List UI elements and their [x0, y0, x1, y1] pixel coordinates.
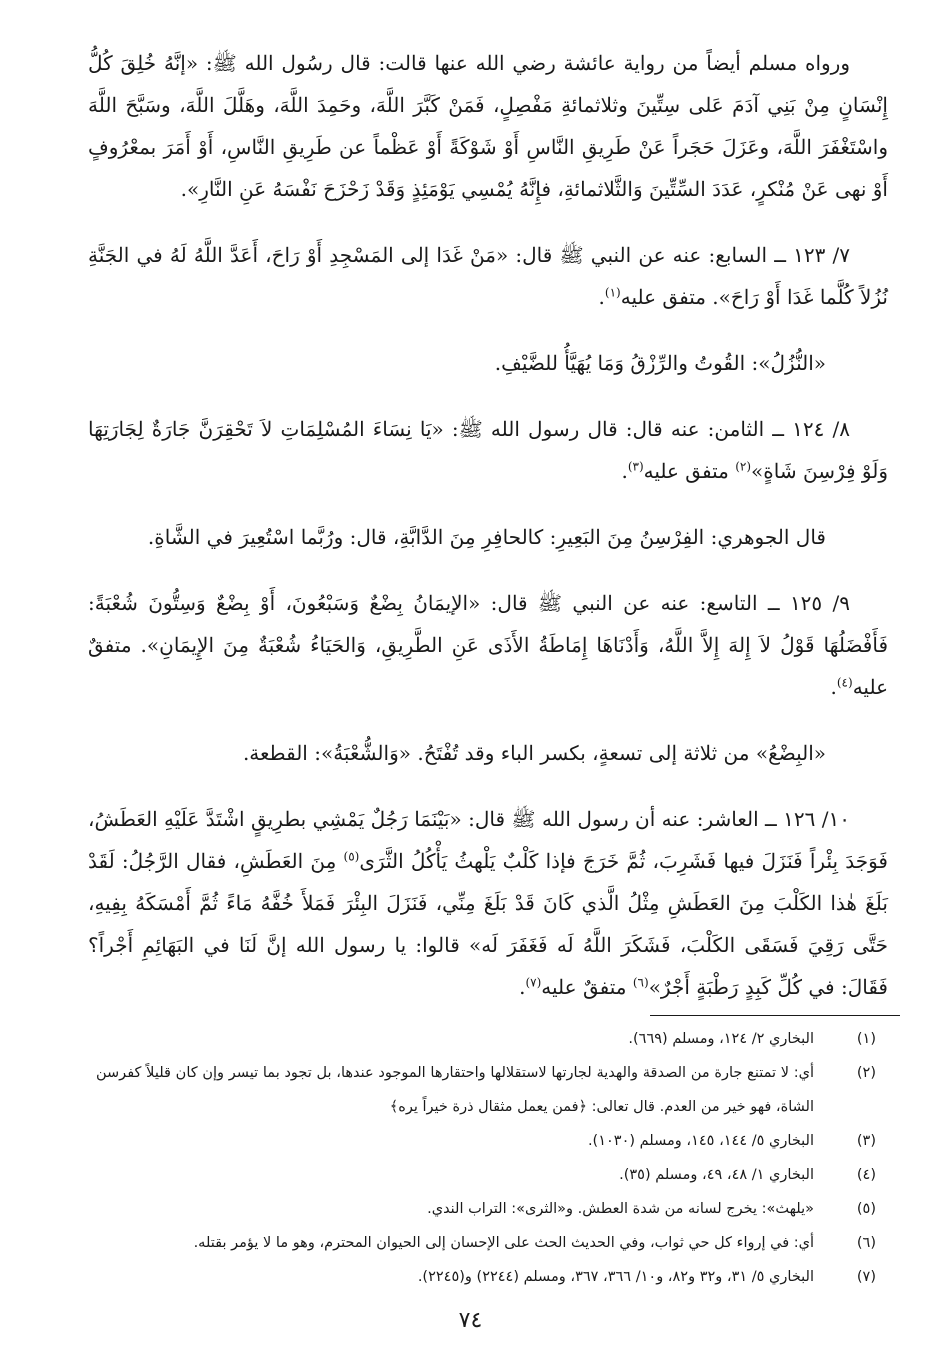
footnote-item	[96, 1192, 876, 1226]
footnote-ref: (١)	[604, 285, 621, 300]
paragraph-text: ٨/ ١٢٤ ــ الثامن: عنه قال: قال رسول الله ﷺ: «يَا نِسَاءَ المُسْلِمَاتِ لاَ تَحْقِرَنَّ جَارَةٌ لِجَارَتِهَا وَلَوْ فِرْسِنَ شَاةٍ»	[88, 417, 888, 483]
footnote-text: البخاري ٥/ ١٤٤، ١٤٥، ومسلم (١٠٣٠).	[587, 1133, 814, 1149]
paragraph-text: «النُّزُلُ»: القُوتُ والرِّزْقُ وَمَا يُهَيَّأُ للضَّيْفِ.	[494, 351, 826, 375]
footnote-number: (١)	[856, 1031, 876, 1047]
footnote-ref: (٥)	[343, 849, 360, 864]
footnote-text: أي: في إرواء كل حي ثواب، وفي الحديث الحث على الإحسان إلى الحيوان المحترم، وهو ما لا يؤمر بقتله.	[193, 1235, 814, 1251]
main-text	[88, 42, 888, 1032]
hadith-124	[88, 408, 888, 492]
paragraph-text: .	[621, 459, 628, 483]
gloss-firsin	[88, 516, 888, 558]
footnote-number: (٥)	[856, 1201, 876, 1217]
gloss-nuzul	[88, 342, 888, 384]
footnote-item	[96, 1260, 876, 1294]
footnote-number: (٧)	[856, 1269, 876, 1285]
paragraph-text: .	[830, 675, 837, 699]
gloss-bid	[88, 732, 888, 774]
footnote-ref: (٣)	[627, 459, 644, 474]
footnote-text: «يلهث»: يخرج لسانه من شدة العطش. و«الثرى»: التراب الندي.	[427, 1201, 814, 1217]
footnote-ref: (٤)	[836, 675, 853, 690]
footnote-ref: (٢)	[735, 459, 752, 474]
footnote-number: (٢)	[856, 1065, 876, 1081]
paragraph-text: ٩/ ١٢٥ ــ التاسع: عنه عن النبي ﷺ قال: «الإيمَانُ بِضْعٌ وَسَبْعُونَ، أَوْ بِضْعٌ وَسِتُّونَ شُعْبَةً: فَأَفْضَلُهَا قَوْلُ لاَ إِلهَ إِلاَّ اللَّهُ، وَأَدْنَاهَا إِمَاطَةُ الأَذَى عَنِ الطَّرِيقِ، وَالحَيَاءُ شُعْبَةٌ مِنَ الإِيمَانِ». متفقٌ عليه	[88, 591, 888, 699]
footnote-item	[96, 1124, 876, 1158]
footnote-item	[96, 1056, 876, 1124]
hadith-123	[88, 234, 888, 318]
paragraph-text: .	[519, 975, 526, 999]
hadith-125	[88, 582, 888, 708]
footnote-text: البخاري ٢/ ١٢٤، ومسلم (٦٦٩).	[628, 1031, 814, 1047]
footnote-item	[96, 1022, 876, 1056]
paragraph-text: متفقٌ عليه	[541, 975, 633, 999]
footnote-text: أي: لا تمتنع جارة من الصدقة والهدية لجارتها لاستقلالها واحتقارها الموجود عندها، بل تجود بما تيسر وإن كان قليلاً كفرسن الشاة، فهو خير من العدم. قال تعالى: ﴿فمن يعمل مثقال ذرة خيراً يره﴾	[96, 1065, 814, 1115]
footnote-number: (٤)	[856, 1167, 876, 1183]
footnote-separator	[650, 1015, 900, 1016]
paragraph-text: مِنَ العَطَشِ، فقال الرَّجُلُ: لَقَدْ بَلَغَ هٰذا الكَلْبَ مِنَ العَطَشِ مِثْلُ الَّذي كَانَ قَدْ بَلَغَ مِنِّي، فَنَزَلَ البِئْرَ فَمَلأَ خُفَّهُ مَاءً ثُمَّ أَمْسَكَهُ بِفِيهِ، حَتَّى رَقِيَ فَسَقَى الكَلْبَ، فَشَكَرَ اللَّهُ لَه فَغَفَرَ لَه» قالوا: يا رسول الله إنَّ لَنَا في البَهَائِمِ أَجْراً؟ فَقَالَ: في كُلِّ كَبِدٍ رَطْبَةٍ أَجْرٌ»	[88, 849, 888, 999]
footnote-text: البخاري ١/ ٤٨، ٤٩، ومسلم (٣٥).	[619, 1167, 814, 1183]
footnote-text: البخاري ٥/ ٣١، و٣٢ و٨٢، و١٠/ ٣٦٦، ٣٦٧، ومسلم (٢٢٤٤) و(٢٢٤٥).	[417, 1269, 814, 1285]
paragraph-text: قال الجوهري: الفِرْسِنُ مِنَ البَعِيرِ: كالحافِرِ مِنَ الدَّابَّةِ، قال: ورُبَّما اسْتُعِيرَ في الشَّاةِ.	[147, 525, 826, 549]
footnotes	[96, 1022, 876, 1294]
paragraph-text: ورواه مسلم أيضاً من رواية عائشة رضي الله عنها قالت: قال رسُول الله ﷺ: «إنَّهُ خُلِقَ كُلُّ إِنْسَانٍ مِنْ بَنِي آدَمَ عَلى سِتِّينَ وثلاثمائةِ مَفْصِلٍ، فَمَنْ كَبَّرَ اللَّهَ، وحَمِدَ اللَّهَ، وهَلَّلَ اللَّهَ، وسَبَّحَ اللَّهَ واسْتَغْفَرَ اللَّهَ، وعَزَلَ حَجَراً عَنْ طَرِيقِ النَّاسِ أَوْ شَوْكَةً أَوْ عَظْماً عن طَرِيقِ النَّاسِ، أَوْ أَمَرَ بمعْرُوفٍ أَوْ نهى عَنْ مُنْكرٍ، عَدَدَ السِّتِّينَ وَالثَّلاثمائةِ، فإِنَّهُ يُمْسِي يَوْمَئِذٍ وَقَدْ زَحْزَحَ نَفْسَهُ عَنِ النَّارِ».	[88, 51, 888, 201]
hadith-126	[88, 798, 888, 1008]
footnote-ref: (٦)	[632, 975, 649, 990]
footnote-item	[96, 1158, 876, 1192]
footnote-number: (٣)	[856, 1133, 876, 1149]
paragraph-text: «البِضْعُ» من ثلاثة إلى تسعةٍ، بكسر الباء وقد تُفْتَحُ. «وَالشُّعْبَةُ»: القطعة.	[242, 741, 826, 765]
paragraph-aisha-narration	[88, 42, 888, 210]
paragraph-text: ٧/ ١٢٣ ــ السابع: عنه عن النبي ﷺ قال: «مَنْ غَدَا إلى المَسْجِدِ أَوْ رَاحَ، أَعَدَّ اللَّهُ لَهُ في الجَنَّةِ نُزُلاً كُلَّما غَدَا أَوْ رَاحَ». متفق عليه	[88, 243, 888, 309]
footnote-number: (٦)	[856, 1235, 876, 1251]
footnote-item	[96, 1226, 876, 1260]
paragraph-text: متفق عليه	[643, 459, 736, 483]
footnote-ref: (٧)	[525, 975, 542, 990]
paragraph-text: .	[598, 285, 605, 309]
page-number: ٧٤	[458, 1308, 483, 1333]
paragraph-text: ١٠/ ١٢٦ ــ العاشر: عنه أن رسول الله ﷺ قال: «بَيْنَمَا رَجُلٌ يَمْشِي بطرِيقٍ اشْتَدَّ عَلَيْهِ العَطَشُ، فَوَجَدَ بِئْراً فَنَزَلَ فيها فَشَرِبَ، ثُمَّ خَرَجَ فإذا كَلْبٌ يَلْهثُ يَأْكُلُ الثَّرَى	[88, 807, 888, 873]
